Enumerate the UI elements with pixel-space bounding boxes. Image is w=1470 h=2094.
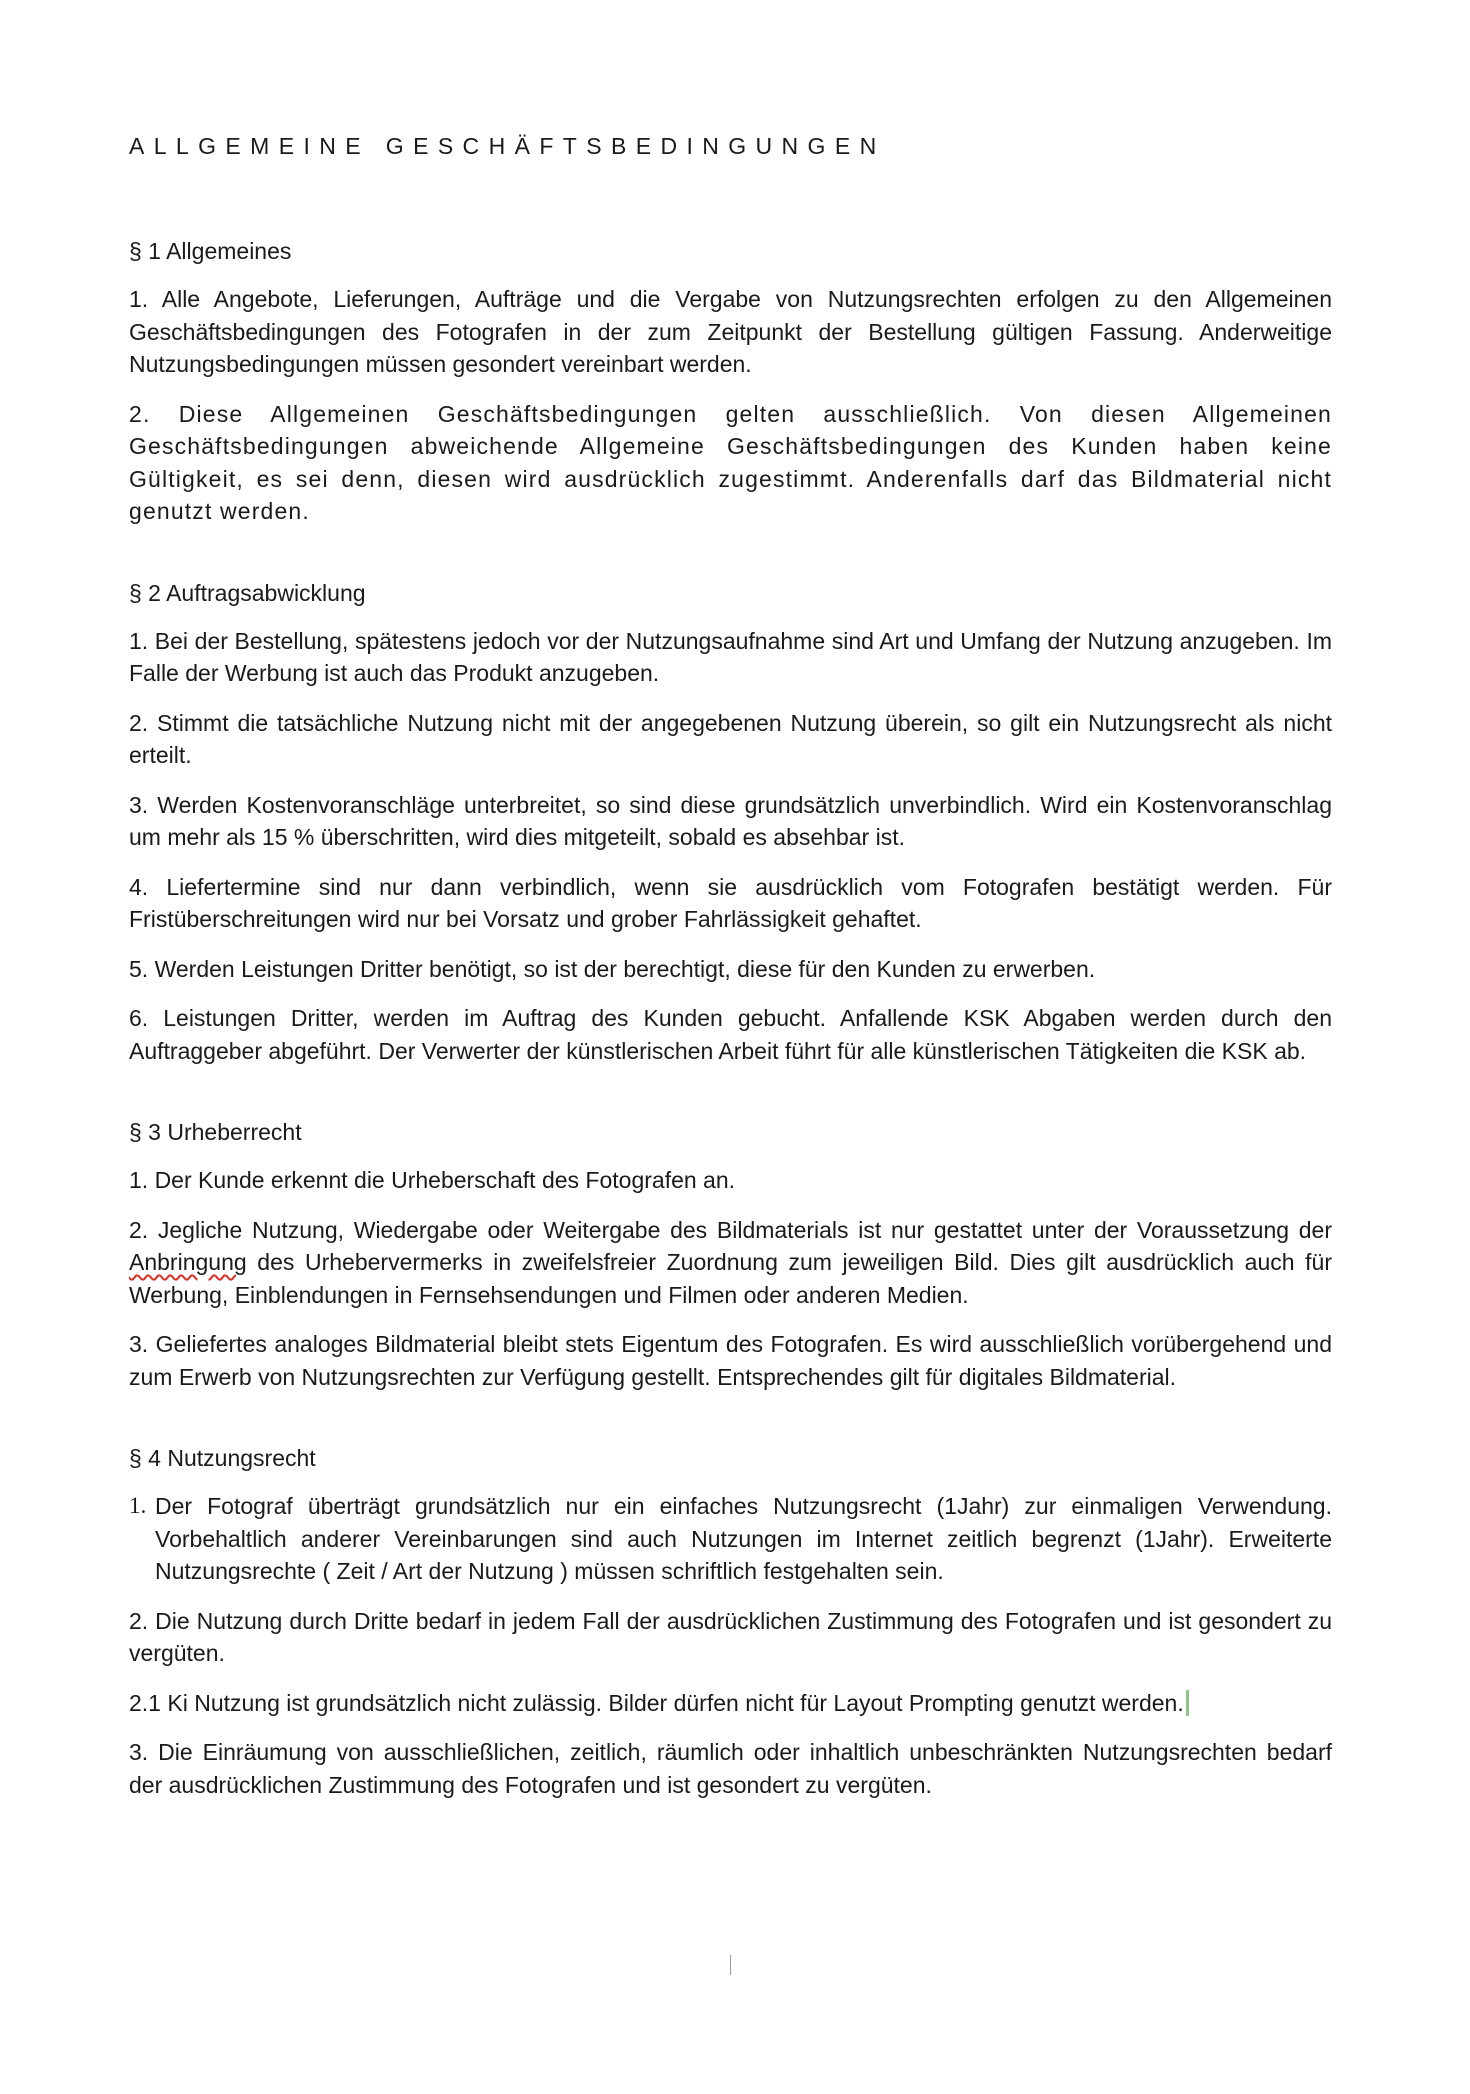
page-break-marker <box>730 1955 731 1975</box>
paragraph <box>129 1214 1332 1312</box>
paragraph: 1. Alle Angebote, Lieferungen, Aufträge und die Vergabe von Nutzungsrechten erfolgen zu den Allgemeinen Geschäftsbedingungen des Fotografen in der zum Zeitpunkt der Bestellung gültigen Fassung. Anderweitige Nutzungsbedingungen müssen gesondert vereinbart werden. <box>129 286 1332 377</box>
paragraph: 2. Die Nutzung durch Dritte bedarf in jedem Fall der ausdrücklichen Zustimmung des Fotografen und ist gesondert zu vergüten. <box>129 1607 1332 1666</box>
document-title: ALLGEMEINE GESCHÄFTSBEDINGUNGEN <box>129 133 886 159</box>
paragraph: 4. Liefertermine sind nur dann verbindlich, wenn sie ausdrücklich vom Fotografen bestätigt werden. Für Fristüberschreitungen wird nur bei Vorsatz und grober Fahrlässigkeit gehaftet. <box>129 873 1332 932</box>
paragraph: 3. Die Einräumung von ausschließlichen, zeitlich, räumlich oder inhaltlich unbeschränkten Nutzungsrechten bedarf der ausdrücklichen Zustimmung des Fotografen und ist gesondert zu vergüten. <box>129 1739 1332 1798</box>
paragraph: 2. Diese Allgemeinen Geschäftsbedingungen gelten ausschließlich. Von diesen Allgemeinen Geschäftsbedingungen abweichende Allgemeine Geschäftsbedingungen des Kunden haben keine Gültigkeit, es sei denn, diesen wird ausdrücklich zugestimmt. Anderenfalls darf das Bildmaterial nicht genutzt werden. <box>129 400 1332 524</box>
paragraph-text: 2. Jegliche Nutzung, Wiedergabe oder Weitergabe des Bildmaterials ist nur gestattet unter der Voraussetzung der <box>129 1216 1332 1243</box>
text-cursor <box>1186 1690 1189 1716</box>
section-auftragsabwicklung <box>129 577 1332 1068</box>
paragraph: 3. Werden Kostenvoranschläge unterbreitet, so sind diese grundsätzlich unverbindlich. Wird ein Kostenvoranschlag um mehr als 15 % überschritten, wird dies mitgeteilt, sobald es absehbar ist. <box>129 791 1332 850</box>
paragraph: 6. Leistungen Dritter, werden im Auftrag des Kunden gebucht. Anfallende KSK Abgaben werden durch den Auftraggeber abgeführt. Der Verwerter der künstlerischen Arbeit führt für alle künstlerischen Tätigkeiten die KSK ab. <box>129 1005 1332 1064</box>
paragraph-text: 2.1 Ki Nutzung ist grundsätzlich nicht zulässig. Bilder dürfen nicht für Layout Prompting genutzt werden. <box>129 1689 1184 1716</box>
document-body[interactable] <box>129 128 1332 1850</box>
section-heading: § 1 Allgemeines <box>129 238 292 264</box>
paragraph: 1. Der Kunde erkennt die Urheberschaft des Fotografen an. <box>129 1167 736 1193</box>
section-urheberrecht <box>129 1116 1332 1393</box>
section-nutzungsrecht <box>129 1442 1332 1801</box>
paragraph <box>129 1687 1332 1720</box>
spellcheck-flagged-word[interactable]: Anbringung <box>129 1249 247 1275</box>
paragraph: 3. Geliefertes analoges Bildmaterial bleibt stets Eigentum des Fotografen. Es wird ausschließlich vorübergehend und zum Erwerb von Nutzungsrechten zur Verfügung gestellt. Entsprechendes gilt für digitales Bildmaterial. <box>129 1331 1332 1390</box>
numbered-list-item <box>129 1490 1332 1588</box>
paragraph: 2. Stimmt die tatsächliche Nutzung nicht mit der angegebenen Nutzung überein, so gilt ein Nutzungsrecht als nicht erteilt. <box>129 709 1332 768</box>
paragraph: 1. Bei der Bestellung, spätestens jedoch vor der Nutzungsaufnahme sind Art und Umfang der Nutzung anzugeben. Im Falle der Werbung ist auch das Produkt anzugeben. <box>129 627 1332 686</box>
section-allgemeines <box>129 235 1332 528</box>
paragraph: 5. Werden Leistungen Dritter benötigt, so ist der berechtigt, diese für den Kunden zu erwerben. <box>129 955 1096 982</box>
list-item-text: Der Fotograf überträgt grundsätzlich nur ein einfaches Nutzungsrecht (1Jahr) zur einmaligen Verwendung. Vorbehaltlich anderer Vereinbarungen sind auch Nutzungen im Internet zeitlich begrenzt (1Jahr). Erweiterte Nutzungsrechte ( Zeit / Art der Nutzung ) müssen schriftlich festgehalten sein. <box>155 1493 1332 1584</box>
paragraph-text: des Urhebervermerks in zweifelsfreier Zuordnung zum jeweiligen Bild. Dies gilt ausdrücklich auch für Werbung, Einblendungen in Fernsehsendungen und Filmen oder anderen Medien. <box>129 1249 1332 1308</box>
section-heading: § 4 Nutzungsrecht <box>129 1445 316 1471</box>
section-heading: § 2 Auftragsabwicklung <box>129 579 366 606</box>
list-number: 1. <box>129 1493 147 1518</box>
section-heading: § 3 Urheberrecht <box>129 1119 302 1145</box>
